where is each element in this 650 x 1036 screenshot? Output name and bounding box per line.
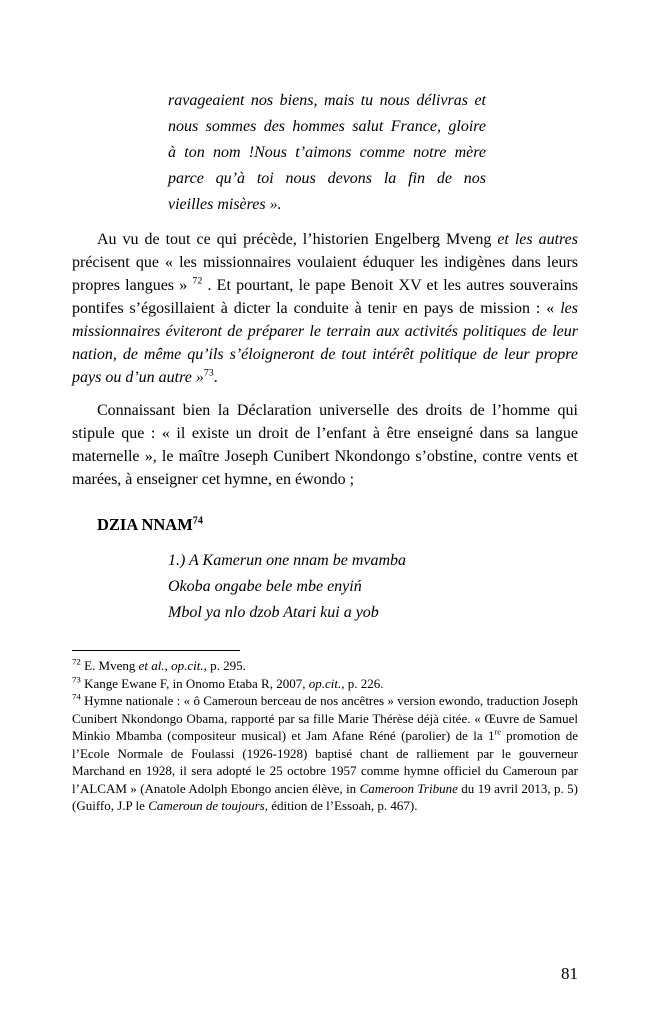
text-segment: Hymne nationale : « ô Cameroun berceau de nos ancêtres » version ewondo, traduction Joseph Cunibert Nkondongo Obama, rapporté par sa fille Marie Thérèse déjà citée. « Œuvre de Samuel Minkio Mbamba (compositeur musical) et Jam Afane Réné (parolier) de la 1 bbox=[72, 693, 578, 743]
text-segment: Au vu de tout ce qui précède, l’historien Engelberg Mveng bbox=[97, 231, 498, 248]
top-quote-line: parce qu’à toi nous devons la fin de nos bbox=[168, 170, 486, 187]
top-quote-line: ravageaient nos biens, mais tu nous délivras et bbox=[168, 92, 486, 109]
ordinal-superscript: re bbox=[494, 727, 501, 737]
footnote-number: 73 bbox=[72, 674, 81, 685]
text-segment: édition de l’Essoah, p. 467). bbox=[267, 798, 418, 813]
footnote-73 bbox=[72, 675, 578, 693]
text-segment: du 19 avril 2013, p. 5) (Guiffo, J.P le bbox=[72, 780, 578, 813]
footnote-72 bbox=[72, 657, 578, 675]
footnote-74 bbox=[72, 692, 578, 815]
footnotes-section bbox=[72, 657, 578, 815]
italic-segment: Cameroon Tribune bbox=[359, 780, 458, 796]
italic-segment: op.cit. bbox=[171, 658, 204, 673]
page-number: 81 bbox=[561, 964, 578, 983]
verse-line: Mbol ya nlo dzob Atari kui a yob bbox=[168, 604, 379, 621]
footnote-separator bbox=[72, 650, 240, 651]
italic-segment: les missionnaires éviteront de préparer le terrain aux activités politiques de leur nation, de même qu’ils s’éloigneront de tout intérêt politique de leur propre pays ou d’un autre bbox=[72, 300, 578, 386]
footnote-number: 72 bbox=[72, 656, 81, 667]
heading-text: DZIA NNAM bbox=[97, 515, 193, 534]
italic-segment: et al. bbox=[138, 658, 165, 673]
top-quote-line: à ton nom !Nous t’aimons comme notre mère bbox=[168, 144, 486, 161]
text-segment: , p. 295. bbox=[203, 658, 246, 673]
text-segment: , p. 226. bbox=[341, 675, 384, 691]
italic-segment: op.cit. bbox=[308, 675, 342, 691]
footnote-ref-74: 74 bbox=[192, 515, 204, 527]
italic-segment: et les autres bbox=[497, 231, 579, 248]
text-segment: . bbox=[213, 369, 218, 386]
italic-segment: Cameroun de toujours, bbox=[148, 798, 268, 813]
verse-line: 1.) A Kamerun one nnam be mvamba bbox=[168, 552, 407, 569]
verse-line: Okoba ongabe bele mbe enyiń bbox=[168, 578, 362, 595]
top-quote-line: nous sommes des hommes salut France, gloire bbox=[168, 118, 486, 135]
text-segment: E. Mveng bbox=[80, 658, 139, 673]
paragraph-2: Connaissant bien la Déclaration universelle des droits de l’homme qui stipule que : « il existe un droit de l’enfant à être enseigné dans sa langue maternelle », le maître Joseph Cunibert Nkondongo s’obstine, contre vents et marées, à enseigner cet hymne, en éwondo ; bbox=[72, 402, 578, 488]
footnote-ref-73: 73 bbox=[203, 367, 214, 379]
text-segment: . Et pourtant, le pape Benoit XV et les autres souverains pontifes s’égosillaient à dicter la conduite à tenir en pays de mission : « bbox=[72, 277, 579, 317]
footnote-number: 74 bbox=[72, 691, 81, 702]
paragraph-1 bbox=[72, 228, 578, 389]
italic-segment: » bbox=[191, 369, 204, 386]
top-quote-line: vieilles misères ». bbox=[168, 196, 282, 213]
text-segment: Kange Ewane F, in Onomo Etaba R, 2007, bbox=[80, 675, 309, 691]
footnote-ref-72: 72 bbox=[192, 275, 203, 287]
top-quote bbox=[168, 88, 486, 218]
verse-block bbox=[168, 548, 578, 626]
text-segment: , bbox=[164, 658, 172, 673]
text-segment: promotion de l’Ecole Normale de Foulassi (1926-1928) baptisé chant de ralliement par le gouverneur Marchand en 1928, il sera adopté le 25 octobre 1957 comme hymne officiel du Cameroun par l’ALCAM » (Anatole Adolph Ebongo ancien élève, in bbox=[72, 728, 579, 796]
text-segment: précisent que « les missionnaires voulaient éduquer les indigènes dans leurs propres langues » bbox=[72, 254, 578, 294]
section-heading bbox=[97, 513, 578, 536]
